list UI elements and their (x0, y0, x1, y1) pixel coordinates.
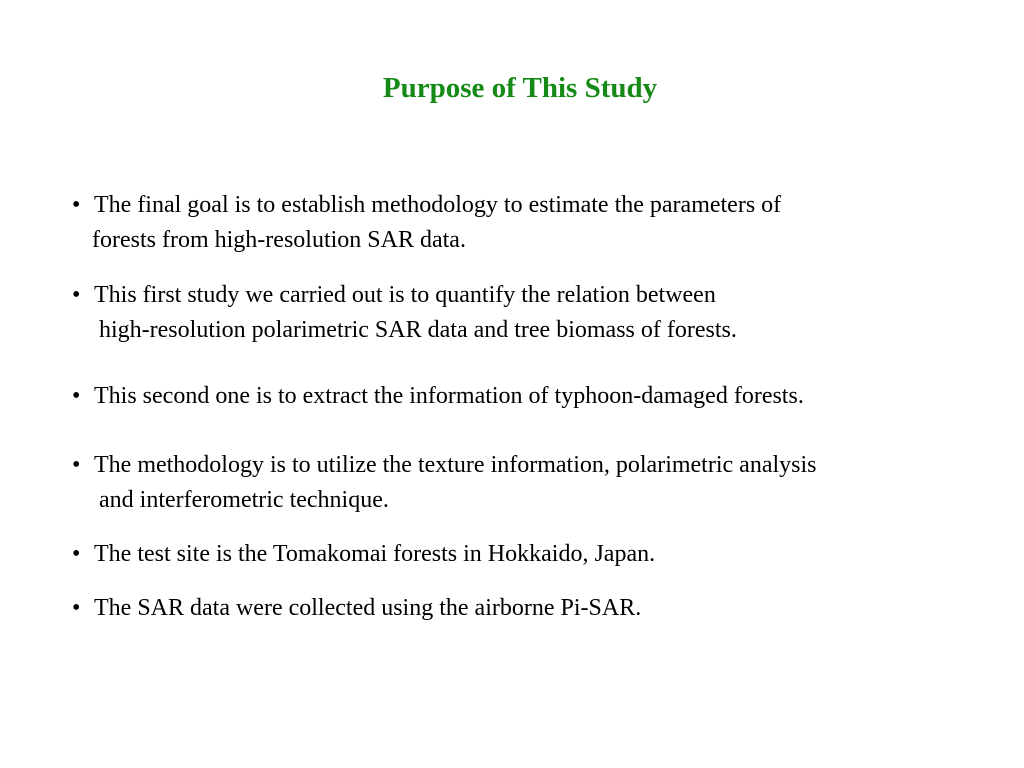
bullet-dot: • (72, 452, 81, 478)
bullet-text-line: The test site is the Tomakomai forests in Hokkaido, Japan. (94, 541, 656, 567)
bullet-text-line: forests from high-resolution SAR data. (92, 227, 466, 253)
bullet-text-line: The final goal is to establish methodology to estimate the parameters of (94, 192, 782, 218)
bullet-dot: • (72, 192, 81, 218)
bullet-text-line: The SAR data were collected using the airborne Pi-SAR. (94, 595, 642, 621)
bullet-dot: • (72, 541, 81, 567)
bullet-text-line: This second one is to extract the information of typhoon-damaged forests. (94, 383, 804, 409)
bullet-dot: • (72, 383, 81, 409)
bullet-text-line: high-resolution polarimetric SAR data and tree biomass of forests. (99, 317, 737, 343)
bullet-dot: • (72, 282, 81, 308)
bullet-text-line: The methodology is to utilize the texture information, polarimetric analysis (94, 452, 817, 478)
bullet-text-line: and interferometric technique. (99, 487, 389, 513)
bullet-dot: • (72, 595, 81, 621)
slide-title: Purpose of This Study (382, 72, 658, 104)
bullet-text-line: This first study we carried out is to quantify the relation between (94, 282, 716, 308)
